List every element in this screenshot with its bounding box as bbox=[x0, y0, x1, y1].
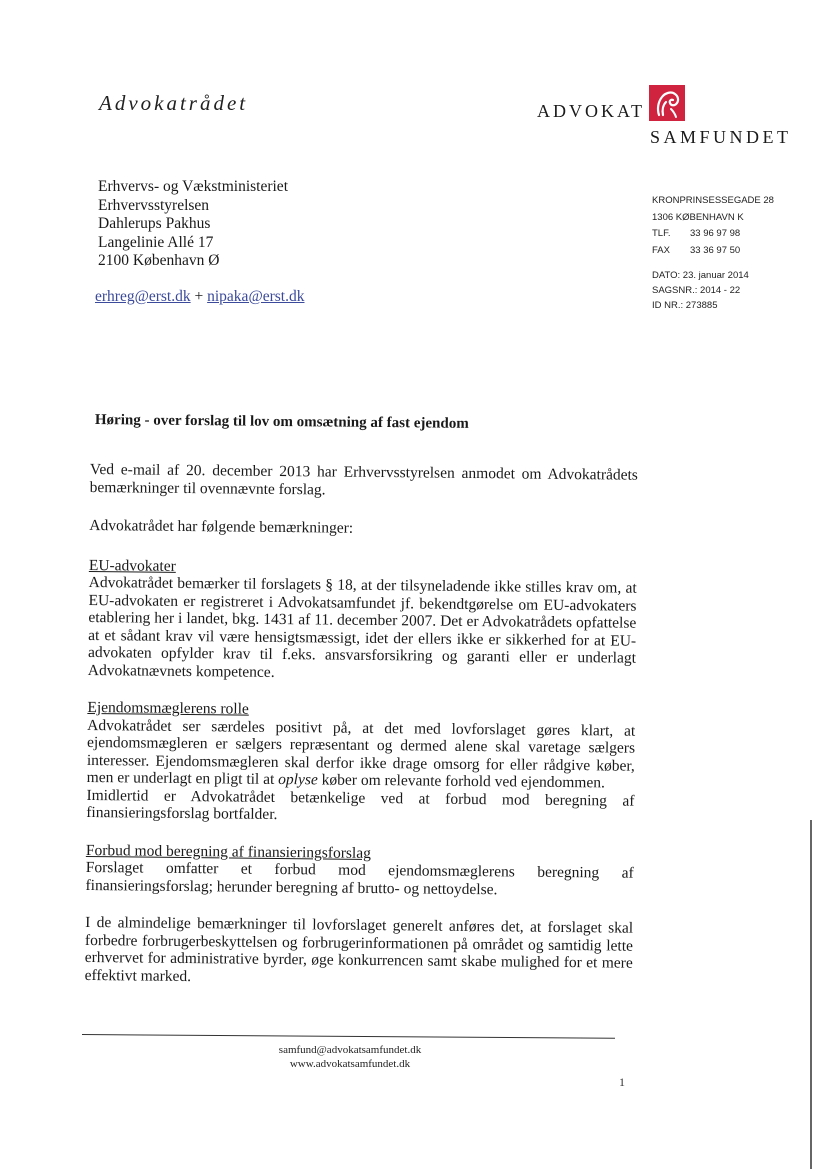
recipient-line: 2100 København Ø bbox=[98, 252, 220, 269]
sender-phone bbox=[652, 226, 774, 243]
recipient-address bbox=[98, 178, 288, 271]
phone-label: TLF. bbox=[652, 228, 671, 239]
logo-text-top: ADVOKAT bbox=[537, 101, 645, 121]
section-text-forbud: Forslaget omfatter et forbud mod ejendomsmæglerens beregning af finansieringsforslag; herunder beregning af brutto- og nettoydelse. bbox=[85, 858, 634, 898]
recipient-line: Erhvervsstyrelsen bbox=[98, 196, 210, 214]
fax-label: FAX bbox=[652, 244, 670, 256]
section-text-maeglerens-rolle: Advokatrådet ser særdeles positivt på, at det med lovforslaget gøres klart, at ejendomsmægleren er sælgers repræsentant og dermed alene skal varetage sælgers interesser. Ejendomsmægleren skal derfor ikke drage omsorg for eller rådgive køber, men er underlagt en pligt til at oplyse køber om relevante forhold ved ejendommen. bbox=[86, 716, 636, 792]
phone-number: 33 96 97 98 bbox=[690, 228, 741, 239]
logo-text-bottom: SAMFUNDET bbox=[650, 127, 792, 147]
email-link-nipaka[interactable]: nipaka@erst.dk bbox=[207, 288, 305, 305]
section-heading-maeglerens-rolle: Ejendomsmæglerens rolle bbox=[87, 698, 249, 718]
section-text-eu-advokater: Advokatrådet bemærker til forslagets § 18, at der tilsyneladende ikke stilles krav om, at EU-advokaten er registreret i Advokatsamfundet jf. bekendtgørelse om EU-advokaters etablering her i landet, bkg. 1431 af 11. december 2007. Det er Advokatrådets opfattelse at et sådant krav vil være hensigtsmæssigt, idet der ellers ikke er sikkerhed for at EU-advokaten opfylder krav til f.eks. ansvarsforsikring og garanti eller er underlagt Advokatnævnets kompetence. bbox=[87, 573, 637, 681]
footer-contact bbox=[200, 1043, 500, 1071]
recipient-emails bbox=[95, 288, 304, 306]
sender-address bbox=[652, 193, 774, 259]
page-number: 1 bbox=[619, 1075, 625, 1089]
sender-street: KRONPRINSESSEGADE 28 bbox=[652, 195, 774, 206]
email-separator: + bbox=[194, 288, 204, 305]
letter-body bbox=[85, 461, 638, 990]
letter-date: DATO: 23. januar 2014 bbox=[652, 270, 749, 281]
email-link-erhreg[interactable]: erhreg@erst.dk bbox=[95, 288, 191, 305]
section-heading-forbud: Forbud mod beregning af finansieringsforslag bbox=[85, 841, 371, 862]
fax-number: 33 36 97 50 bbox=[690, 244, 741, 256]
scan-edge-mark bbox=[810, 820, 812, 1169]
closing-paragraph: I de almindelige bemærkninger til lovforslaget generelt anføres det, at forslaget skal forbedre forbrugerbeskyttelsen og forbrugerinformationen på området og samtidig lette erhvervet for administrative byrder, øge konkurrencen samt skabe mulighed for et mere effektivt marked. bbox=[84, 913, 634, 985]
recipient-line: Erhvervs- og Vækstministeriet bbox=[98, 178, 288, 195]
letter-subject: Høring - over forslag til lov om omsætning af fast ejendom bbox=[94, 412, 469, 432]
section-text-maeglerens-rolle-2: Imidlertid er Advokatrådet betænkelige ved at forbud mod beregning af finansieringsforslag bortfalder. bbox=[86, 786, 635, 823]
recipient-line: Dahlerups Pakhus bbox=[98, 215, 211, 232]
section-heading-eu-advokater: EU-advokater bbox=[88, 556, 176, 575]
org-name: Advokatrådet bbox=[99, 91, 249, 115]
recipient-line: Langelinie Allé 17 bbox=[98, 233, 214, 251]
id-number: ID NR.: 273885 bbox=[652, 300, 718, 311]
footer-email: samfund@advokatsamfundet.dk bbox=[278, 1044, 422, 1056]
sender-fax bbox=[652, 243, 774, 260]
footer-website: www.advokatsamfundet.dk bbox=[289, 1058, 411, 1070]
sender-city: 1306 KØBENHAVN K bbox=[652, 211, 744, 223]
lead-paragraph: Advokatrådet har følgende bemærkninger: bbox=[89, 516, 354, 537]
footer-divider bbox=[82, 1034, 615, 1039]
intro-paragraph: Ved e-mail af 20. december 2013 har Erhvervsstyrelsen anmodet om Advokatrådets bemærkninger til ovennævnte forslag. bbox=[89, 461, 638, 498]
letter-meta bbox=[652, 268, 749, 313]
logo-icon bbox=[649, 85, 685, 121]
case-number: SAGSNR.: 2014 - 22 bbox=[652, 285, 741, 296]
